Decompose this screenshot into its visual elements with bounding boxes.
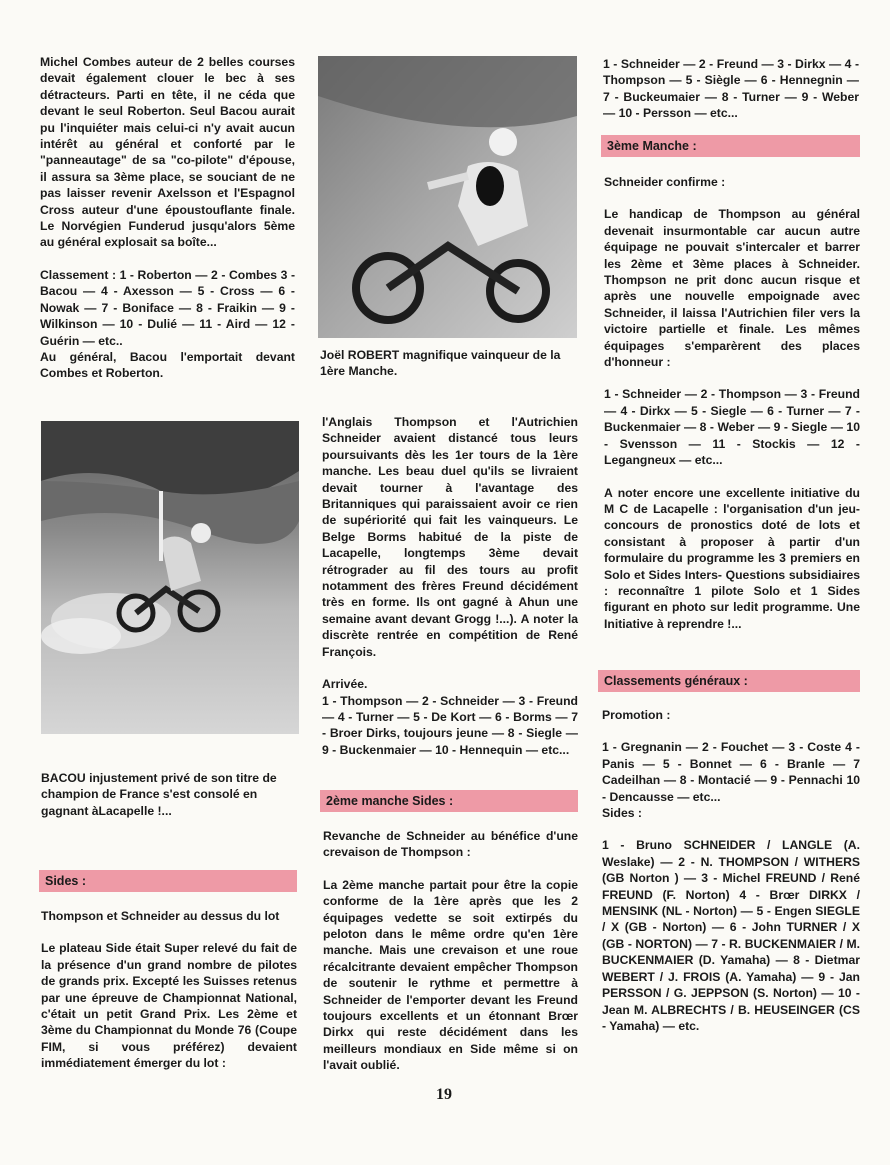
sides-paragraph: Le plateau Side était Super relevé du fait de la présence d'un grand nombre de pilotes de grands prix. Excepté les Suisses retenus par une épreuve de Championnat National, c'était un petit Grand Prix. Les 2ème et 3ème du Championnat du Monde 76 (Coupe FIM, si vous préférez) devaient immédiatement émerger du lot : (41, 941, 297, 1071)
col1-general: Au général, Bacou l'emportait devant Combes et Roberton. (40, 349, 295, 381)
photo-caption-bacou: BACOU injustement privé de son titre de champion de France s'est consolé en gagnant àLacapelle !... (41, 771, 277, 818)
promotion-results: 1 - Gregnanin — 2 - Fouchet — 3 - Coste 4 - Panis — 5 - Bonnet — 6 - Branle — 7 Cadeilhan — 8 - Montacié — 9 - Pennachi 10 - Dencausse — etc... (602, 740, 860, 804)
classements-header: Classements généraux : (598, 670, 860, 692)
col1-classement: Classement : 1 - Roberton — 2 - Combes 3 - Bacou — 4 - Axesson — 5 - Cross — 6 - Nowak — 7 - Boniface — 8 - Fraikin — 9 - Wilkinson — 10 - Dulié — 11 - Aird — 12 - Guérin — etc.. (40, 267, 295, 348)
motocross-robert-photo (318, 56, 577, 338)
manche2-header: 2ème manche Sides : (320, 790, 578, 812)
manche2-subtitle: Revanche de Schneider au bénéfice d'une crevaison de Thompson : (323, 829, 578, 860)
col2-text-top (322, 414, 578, 758)
sides-label: Sides : (602, 806, 642, 821)
col3-text-mid (604, 174, 860, 632)
manche3-header: 3ème Manche : (601, 135, 860, 157)
col2-text-bottom (323, 828, 578, 1074)
sides-general-results: 1 - Bruno SCHNEIDER / LANGLE (A. Weslake) — 2 - N. THOMPSON / WITHERS (GB Norton ) — 3 - Michel FREUND / René FREUND (F. Norton) 4 - Brœr DIRKX / MENSINK (NL - Norton) — 5 - Engen SIEGLE / X (GB - Norton) — 6 - John TURNER / X (GB - NORTON) — 7 - R. BUCKENMAIER / M. BUCKENMAIER (D. Yamaha) — 8 - Dietmar WEBERT / J. FROIS (A. Yamaha) — 9 - Jan PERSSON / G. JEPPSON (S. Norton) — 10 - Jean M. ALBRECHTS / B. HEUSEINGER (CS - Yamaha) — etc. (602, 838, 860, 1033)
promotion-label: Promotion : (602, 708, 671, 722)
manche2-paragraph: La 2ème manche partait pour être la copie conforme de la 1ère après que les 2 équipages vedette se soit extirpés du peloton dans le même ordre qu'en 1ère manche. Mais une crevaison et une roue récalcitrante devaient empêcher Thompson de soutenir le rythme et permettre à Schneider de l'emporter devant les Freund toujours excellents et un étonnant Brœr Dirkx qui reste décidément dans les meilleurs mondiaux en Side même si on l'avait oublié. (323, 877, 578, 1073)
arrivee-label: Arrivée. (322, 677, 368, 692)
arrivee-results: 1 - Thompson — 2 - Schneider — 3 - Freund — 4 - Turner — 5 - De Kort — 6 - Borms — 7 - Broer Dirks, toujours jeune — 8 - Siegle — 9 - Buckenmaier — 10 - Hennequin — etc... (322, 693, 578, 757)
sides-header: Sides : (39, 870, 297, 892)
col1-text-bottom (41, 908, 297, 1072)
col1-text-top (40, 54, 295, 382)
manche2-results: 1 - Schneider — 2 - Freund — 3 - Dirkx — 4 - Thompson — 5 - Siègle — 6 - Hennegnin — 7 - Buckeumaier — 8 - Turner — 9 - Weber — 10 - Persson — etc... (603, 57, 859, 121)
page-number: 19 (436, 1086, 452, 1103)
col1-para1: Michel Combes auteur de 2 belles courses devait également clouer le bec à ses détracteurs. Parti en tête, il ne céda que devant le seul Roberton. Seul Bacou aurait pu l'inquiéter mais celui-ci n'y avait aucun intérêt au général et conforté par le "panneautage" de sa "co-pilote" d'épouse, il assura sa 3ème place, se souciant de ne pas laisser revenir Axelsson et l'Espagnol Cross auteur d'une époustouflante finale. Le Norvégien Funderud jusqu'alors 5ème au général explosait sa boîte... (40, 55, 295, 250)
note-paragraph: A noter encore une excellente initiative du M C de Lacapelle : l'organisation d'un jeu-concours de pronostics doté de lots et consistant à proposer à partir d'un formulaire du programme les 3 premiers en Solo et Sides Inters- Questions subsidiaires : reconnaître 1 pilote Solo et 1 Sides figurant en photo sur ledit programme. Une Initiative à reprendre !... (604, 485, 860, 631)
manche3-subtitle: Schneider confirme : (604, 175, 726, 189)
col3-text-bottom (602, 707, 860, 1034)
col2-para1: l'Anglais Thompson et l'Autrichien Schneider avaient distancé tous leurs poursuivants dès les 1er tours de la 1ère manche. Les beau duel qu'ils se livraient devait tourner à l'avantage des Britanniques qui paraissaient avoir ce rien de supériorité qui fait les vainqueurs. Le Belge Borms habitué de la piste de Lacapelle, longtemps 3ème devait rétrograder au fil des tours au profit notamment des frères Freund décidément très en forme. Ils ont gagné à Ahun une semaine avant devant Grogg !...). A noter la discrète rentrée en compétition de René François. (322, 415, 578, 659)
motocross-bacou-photo (41, 421, 299, 734)
photo-caption-robert: Joël ROBERT magnifique vainqueur de la 1ère Manche. (320, 348, 561, 379)
photo-bacou (41, 421, 299, 734)
sides-subtitle: Thompson et Schneider au dessus du lot (41, 909, 280, 923)
manche3-results: 1 - Schneider — 2 - Thompson — 3 - Freund — 4 - Dirkx — 5 - Siegle — 6 - Turner — 7 - Buckenmaier — 8 - Weber — 9 - Siegle — 10 - Svensson — 11 - Stockis — 12 - Legangneux — etc... (604, 387, 860, 468)
manche3-paragraph: Le handicap de Thompson au général devenait insurmontable car aucun autre équipage ne pouvait s'intercaler et barrer les 2ème et 3ème places à Schneider. Thompson ne prit donc aucun risque et après une nouvelle empoignade avec Schneider, il laissa l'Autrichien filer vers la victoire partielle et finale. Les mêmes équipages s'emparèrent des places d'honneur : (604, 207, 860, 370)
photo-robert (318, 56, 577, 338)
